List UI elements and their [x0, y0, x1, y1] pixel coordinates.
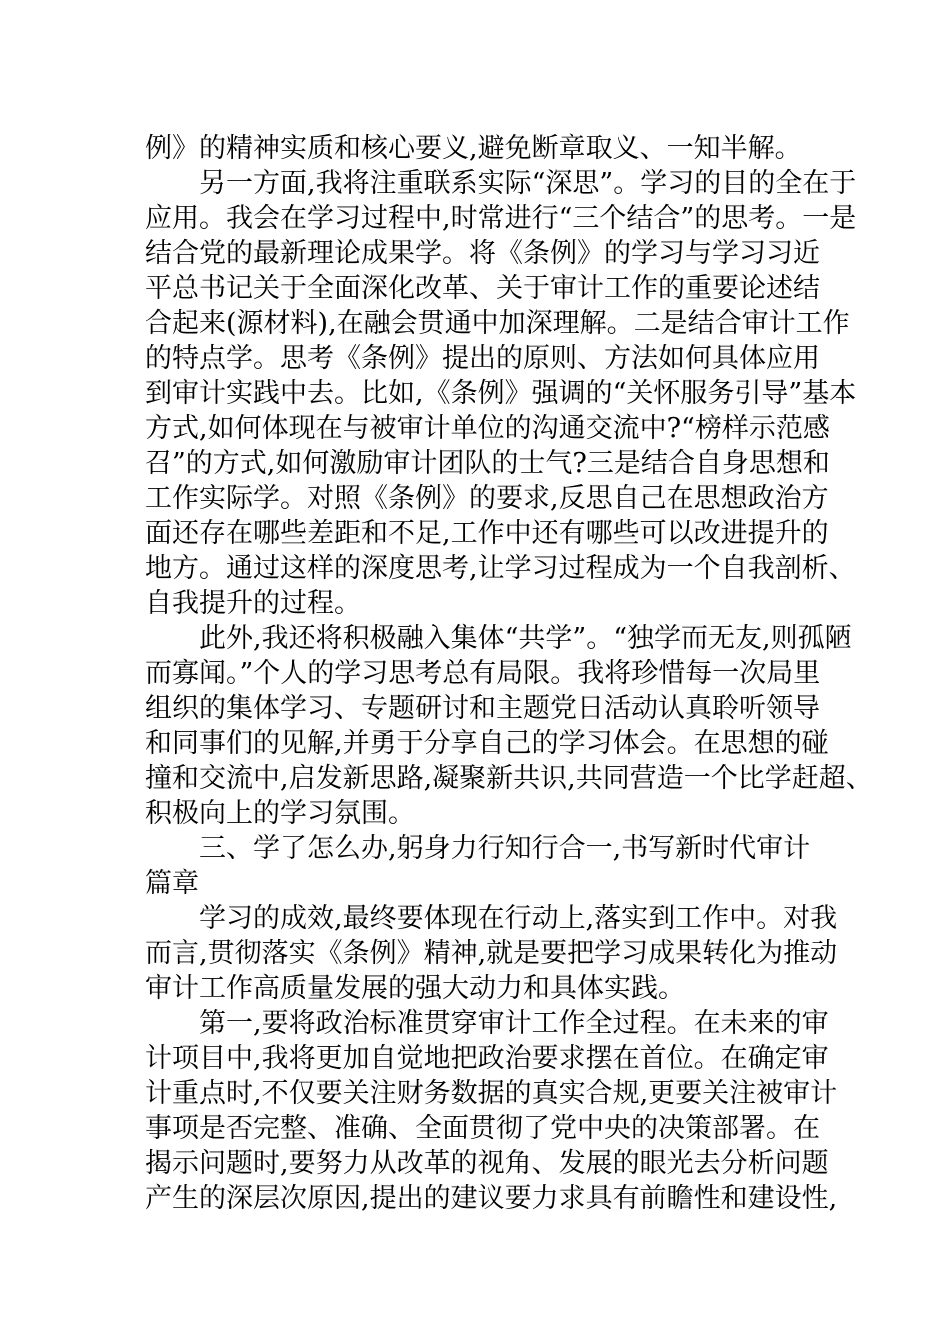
text-line: 应用。我会在学习过程中,时常进行“三个结合”的思考。一是: [145, 203, 857, 234]
text-line: 撞和交流中,启发新思路,凝聚新共识,共同营造一个比学赶超、: [145, 763, 873, 794]
text-line: 计项目中,我将更加自觉地把政治要求摆在首位。在确定审: [145, 1043, 829, 1074]
text-line: 积极向上的学习氛围。: [145, 798, 415, 829]
text-line: 另一方面,我将注重联系实际“深思”。学习的目的全在于: [199, 168, 857, 199]
text-line: 产生的深层次原因,提出的建议要力求具有前瞻性和建设性,: [145, 1183, 838, 1214]
text-line: 方式,如何体现在与被审计单位的沟通交流中?“榜样示范感: [145, 413, 830, 444]
text-line: 和同事们的见解,并勇于分享自己的学习体会。在思想的碰: [145, 728, 829, 759]
text-line: 第一,要将政治标准贯穿审计工作全过程。在未来的审: [199, 1008, 829, 1039]
text-line: 而言,贯彻落实《条例》精神,就是要把学习成果转化为推动: [145, 938, 838, 969]
text-line: 审计工作高质量发展的强大动力和具体实践。: [145, 973, 685, 1004]
document-page: [145, 131, 873, 1216]
text-line: 学习的成效,最终要体现在行动上,落实到工作中。对我: [199, 903, 838, 934]
text-line: 结合党的最新理论成果学。将《条例》的学习与学习习近: [145, 238, 820, 269]
text-line: 的特点学。思考《条例》提出的原则、方法如何具体应用: [145, 343, 820, 374]
text-line: 合起来(源材料),在融会贯通中加深理解。二是结合审计工作: [145, 308, 850, 339]
text-line: 面还存在哪些差距和不足,工作中还有哪些可以改进提升的: [145, 518, 829, 549]
text-line: 事项是否完整、准确、全面贯彻了党中央的决策部署。在: [145, 1113, 820, 1144]
text-line: 此外,我还将积极融入集体“共学”。“独学而无友,则孤陋: [199, 623, 852, 654]
text-line: 平总书记关于全面深化改革、关于审计工作的重要论述结: [145, 273, 820, 304]
text-line: 计重点时,不仅要关注财务数据的真实合规,更要关注被审计: [145, 1078, 838, 1109]
text-line: 到审计实践中去。比如,《条例》强调的“关怀服务引导”基本: [145, 378, 857, 409]
text-line: 组织的集体学习、专题研讨和主题党日活动认真聆听领导: [145, 693, 820, 724]
text-line: 三、学了怎么办,躬身力行知行合一,书写新时代审计: [199, 833, 811, 864]
text-line: 而寡闻。”个人的学习思考总有局限。我将珍惜每一次局里: [145, 658, 821, 689]
text-line: 篇章: [145, 868, 199, 899]
text-line: 工作实际学。对照《条例》的要求,反思自己在思想政治方: [145, 483, 829, 514]
text-line: 召”的方式,如何激励审计团队的士气?三是结合自身思想和: [145, 448, 830, 479]
text-line: 例》的精神实质和核心要义,避免断章取义、一知半解。: [145, 133, 802, 164]
text-line: 自我提升的过程。: [145, 588, 361, 619]
text-line: 揭示问题时,要努力从改革的视角、发展的眼光去分析问题: [145, 1148, 829, 1179]
text-line: 地方。通过这样的深度思考,让学习过程成为一个自我剖析、: [145, 553, 856, 584]
